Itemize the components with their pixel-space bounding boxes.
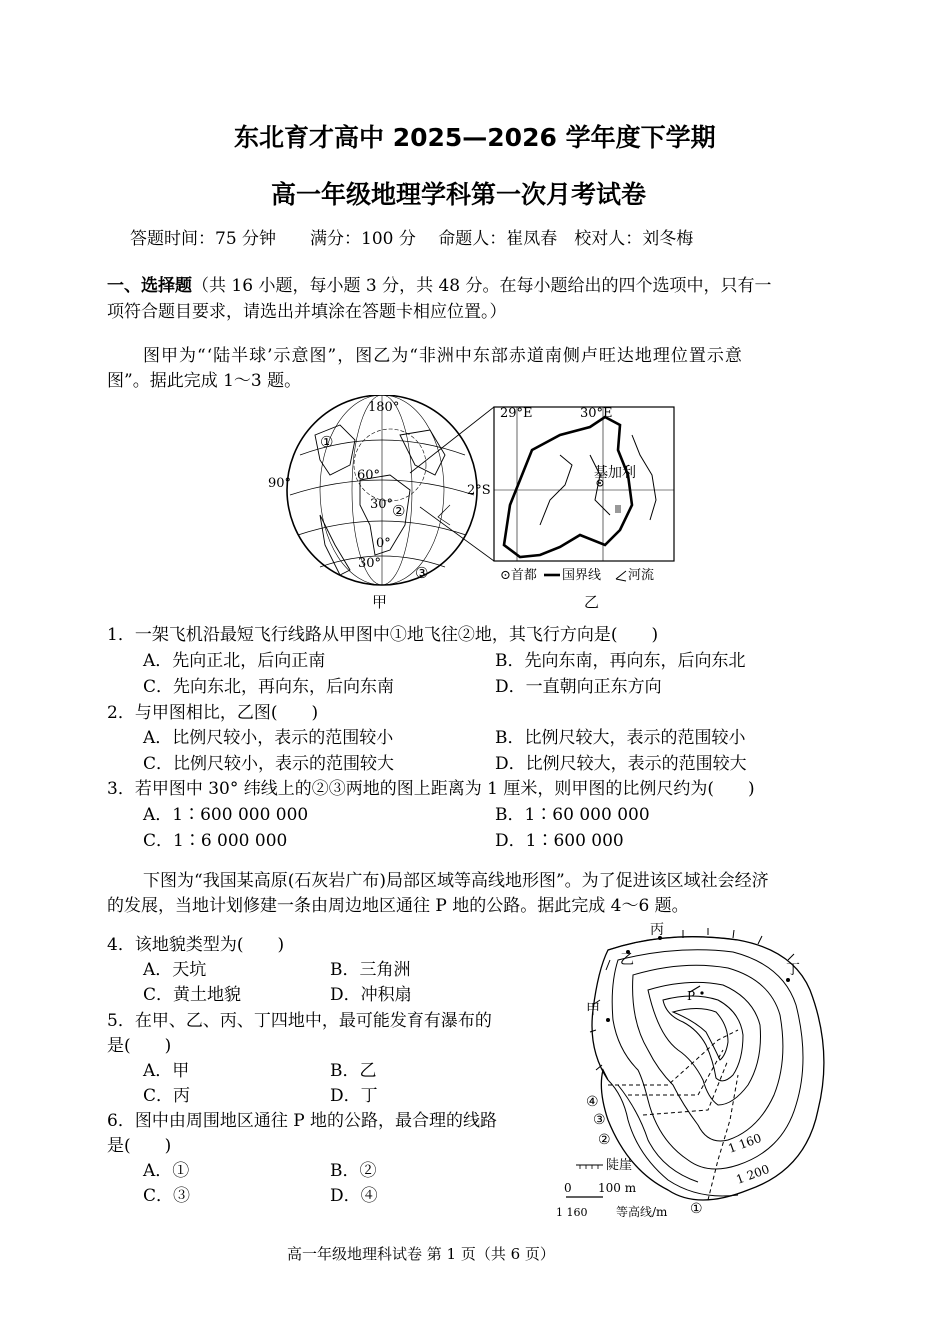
legend-contour-value: 1 160 [556,1206,588,1219]
question-1-option-d: D．一直朝向正东方向 [495,677,662,697]
exam-title-line2: 高一年级地理学科第一次月考试卷 [271,180,647,209]
question-1-option-b: B．先向东南，再向东，后向东北 [495,651,746,671]
question-2-stem: 2．与甲图相比，乙图( ) [107,703,319,723]
route-marker-3: ③ [593,1112,606,1128]
legend-capital: ⊙首都 [500,568,537,583]
contour-label-bing: 丙 [650,922,664,938]
question-4-option-d: D．冲积扇 [330,985,412,1005]
globe-label-0: 0° [376,536,391,551]
globe-label-90: 90° [268,476,292,491]
figure-globe-rwanda [260,395,700,615]
contour-label-yi: 乙 [620,952,634,968]
contour-label-jia: 甲 [586,1002,600,1018]
question-2-option-a: A．比例尺较小，表示的范围较小 [143,728,394,748]
legend-border: 国界线 [562,568,602,583]
question-1-stem: 1．一架飞机沿最短飞行线路从甲图中①地飞往②地，其飞行方向是( ) [107,625,659,645]
section-desc-2: 项符合题目要求，请选出并填涂在答题卡相应位置。） [107,302,507,322]
question-4-option-b: B．三角洲 [330,960,411,980]
question-5-stem-1: 5．在甲、乙、丙、丁四地中，最可能发育有瀑布的 [107,1011,492,1031]
question-6-option-d: D．④ [330,1186,378,1206]
question-3-option-b: B．1∶60 000 000 [495,805,650,825]
question-5-stem-2: 是( ) [107,1036,172,1056]
question-5-option-b: B．乙 [330,1061,377,1081]
question-1-option-c: C．先向东北，再向东，后向东南 [143,677,395,697]
page-footer: 高一年级地理科试卷 第 1 页（共 6 页） [287,1245,555,1263]
rwanda-map [467,406,674,611]
question-6-option-a: A．① [143,1161,190,1181]
legend-river: 河流 [628,568,655,583]
globe-figure [268,395,477,611]
question-2-option-b: B．比例尺较大，表示的范围较小 [495,728,746,748]
group2-intro-1: 下图为“我国某高原(石灰岩广布)局部区域等高线地形图”。为了促进该区域社会经济 [143,871,769,891]
question-4-option-a: A．天坑 [143,960,207,980]
question-2-option-c: C．比例尺较小，表示的范围较大 [143,754,395,774]
globe-label-180: 180° [368,400,400,415]
exam-title-line1: 东北育才高中 2025—2026 学年度下学期 [234,123,716,152]
question-5-option-c: C．丙 [143,1086,191,1106]
question-4-option-c: C．黄土地貌 [143,985,242,1005]
globe-label-30n: 30° [370,497,394,512]
question-6-option-c: C．③ [143,1186,191,1206]
exam-meta: 答题时间：75 分钟 满分：100 分 命题人：崔凤春 校对人：刘冬梅 [130,229,694,249]
legend-contour: 等高线/m [616,1205,668,1219]
globe-marker-2: ② [392,502,406,520]
question-6-option-b: B．② [330,1161,377,1181]
globe-label-60: 60° [357,468,381,483]
section-title: 一、选择题 [107,276,192,296]
section-desc-1: （共 16 小题，每小题 3 分，共 48 分。在每小题给出的四个选项中，只有一 [192,276,772,296]
question-5-option-d: D．丁 [330,1086,378,1106]
question-3-option-a: A．1∶600 000 000 [143,805,309,825]
route-marker-2: ② [598,1132,611,1148]
question-3-option-d: D．1∶600 000 [495,831,624,851]
question-3-option-c: C．1∶6 000 000 [143,831,288,851]
contour-label-ding: 丁 [786,962,800,978]
globe-marker-3: ③ [415,564,429,582]
section-heading [107,273,772,299]
rwanda-lat-2s: 2°S [467,483,491,498]
route-marker-1: ① [690,1201,703,1217]
rwanda-capital-label: 基加利 [594,465,636,481]
question-3-stem: 3．若甲图中 30° 纬线上的②③两地的图上距离为 1 厘米，则甲图的比例尺约为( ) [107,779,755,799]
route-marker-4: ④ [586,1094,599,1110]
group2-intro-2: 的发展，当地计划修建一条由周边地区通往 P 地的公路。据此完成 4～6 题。 [107,896,689,916]
contour-value-1160: 1 160 [726,1130,764,1156]
contour-label-p: P [687,989,696,1003]
legend-cliff: 陡崖 [606,1158,633,1173]
question-6-stem-2: 是( ) [107,1136,172,1156]
question-2-option-d: D．比例尺较大，表示的范围较大 [495,754,747,774]
scale-hundred: 100 m [598,1181,637,1195]
globe-marker-1: ① [320,433,334,451]
question-1-option-a: A．先向正北，后向正南 [143,651,326,671]
globe-label-30s: 30° [358,556,382,571]
rwanda-caption: 乙 [584,593,600,611]
scale-zero: 0 [564,1181,572,1195]
rwanda-lon-29: 29°E [500,406,533,421]
rwanda-lon-30: 30°E [580,406,613,421]
contour-value-1200: 1 200 [734,1161,772,1187]
question-6-stem-1: 6．图中由周围地区通往 P 地的公路，最合理的线路 [107,1111,498,1131]
globe-caption: 甲 [372,593,388,611]
question-5-option-a: A．甲 [143,1061,190,1081]
contour-map [548,920,848,1225]
group1-intro-2: 图”。据此完成 1～3 题。 [107,371,302,391]
question-4-stem: 4．该地貌类型为( ) [107,935,285,955]
group1-intro-1: 图甲为“‘陆半球’示意图”，图乙为“非洲中东部赤道南侧卢旺达地理位置示意 [143,346,743,366]
